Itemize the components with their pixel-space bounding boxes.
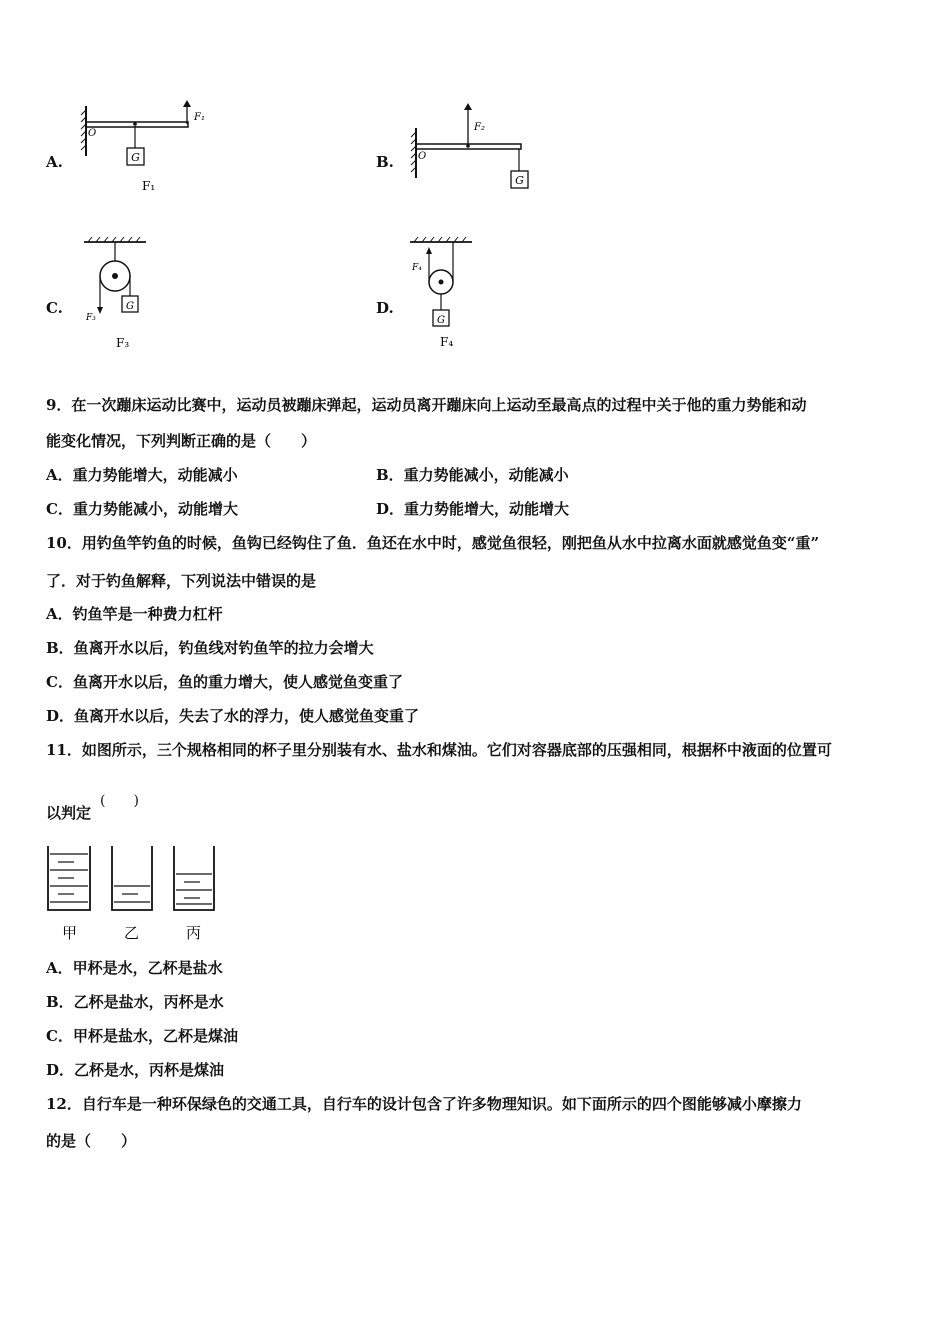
q9-option-d: D．重力势能增大，动能增大 — [376, 500, 570, 518]
force-f3-label: F₃ — [86, 313, 96, 323]
cup-label-jia: 甲 — [62, 924, 78, 942]
cups-diagram — [44, 844, 224, 944]
q11-option-c: C．甲杯是盐水，乙杯是煤油 — [46, 1027, 238, 1045]
weight-g-label-c: G — [126, 301, 134, 312]
cup-label-yi: 乙 — [124, 924, 140, 942]
weight-g-label-d: G — [437, 315, 445, 326]
q12-stem-line1: 12．自行车是一种环保绿色的交通工具，自行车的设计包含了许多物理知识。如下面所示的四个图能够减小摩擦力 — [46, 1095, 802, 1113]
q9-option-c: C．重力势能减小，动能增大 — [46, 500, 238, 518]
cup-bing — [174, 846, 214, 910]
q10-option-d: D．鱼离开水以后，失去了水的浮力，使人感觉鱼变重了 — [46, 707, 420, 725]
pivot-o-label-a: O — [88, 128, 97, 139]
q9-stem-line2: 能变化情况，下列判断正确的是（ ） — [46, 432, 317, 450]
q10-option-c: C．鱼离开水以后，鱼的重力增大，使人感觉鱼变重了 — [46, 673, 403, 691]
q11-option-a: A．甲杯是水，乙杯是盐水 — [46, 959, 223, 977]
option-label-b: B. — [376, 153, 394, 171]
pulley-diagram-c — [80, 234, 160, 352]
q10-stem-line1: 10．用钓鱼竿钓鱼的时候，鱼钩已经钩住了鱼．鱼还在水中时，感觉鱼很轻，刚把鱼从水中拉离水面就感觉鱼变“重” — [46, 534, 820, 552]
q10-option-a: A．钓鱼竿是一种费力杠杆 — [46, 605, 223, 623]
caption-f4: F₄ — [440, 335, 454, 349]
q11-option-d: D．乙杯是水，丙杯是煤油 — [46, 1061, 225, 1079]
cup-label-bing: 丙 — [186, 924, 202, 942]
force-f4-label: F₄ — [412, 263, 422, 273]
weight-g-label-b: G — [515, 174, 524, 187]
q11-option-b: B．乙杯是盐水，丙杯是水 — [46, 993, 224, 1011]
caption-f1: F₁ — [142, 179, 156, 193]
q10-stem-line2: 了．对于钓鱼解释，下列说法中错误的是 — [46, 572, 317, 590]
q11-answer-paren: ( ) — [100, 793, 139, 809]
force-f2-label: F₂ — [474, 122, 485, 133]
option-label-a: A. — [46, 153, 63, 171]
option-label-c: C. — [46, 299, 63, 317]
option-label-d: D. — [376, 299, 394, 317]
pulley-diagram-d — [406, 234, 486, 352]
pivot-o-label-b: O — [418, 151, 427, 162]
q10-option-b: B．鱼离开水以后，钓鱼线对钓鱼竿的拉力会增大 — [46, 639, 374, 657]
q9-option-a: A．重力势能增大，动能减小 — [46, 466, 238, 484]
cup-yi — [112, 846, 152, 910]
lever-diagram-a — [78, 100, 218, 200]
caption-f3: F₃ — [116, 336, 130, 350]
q12-stem-line2: 的是（ ） — [46, 1132, 137, 1150]
cup-jia — [48, 846, 90, 910]
lever-diagram-b — [408, 102, 538, 194]
q11-stem-line1: 11．如图所示，三个规格相同的杯子里分别装有水、盐水和煤油。它们对容器底部的压强相同，根据杯中液面的位置可 — [46, 741, 832, 759]
q11-stem-line2: 以判定 — [46, 804, 92, 822]
q9-stem-line1: 9．在一次蹦床运动比赛中，运动员被蹦床弹起，运动员离开蹦床向上运动至最高点的过程中关于他的重力势能和动 — [46, 396, 807, 414]
force-f1-label: F₁ — [194, 112, 205, 123]
q9-option-b: B．重力势能减小，动能减小 — [376, 466, 569, 484]
weight-g-label-a: G — [131, 151, 140, 164]
